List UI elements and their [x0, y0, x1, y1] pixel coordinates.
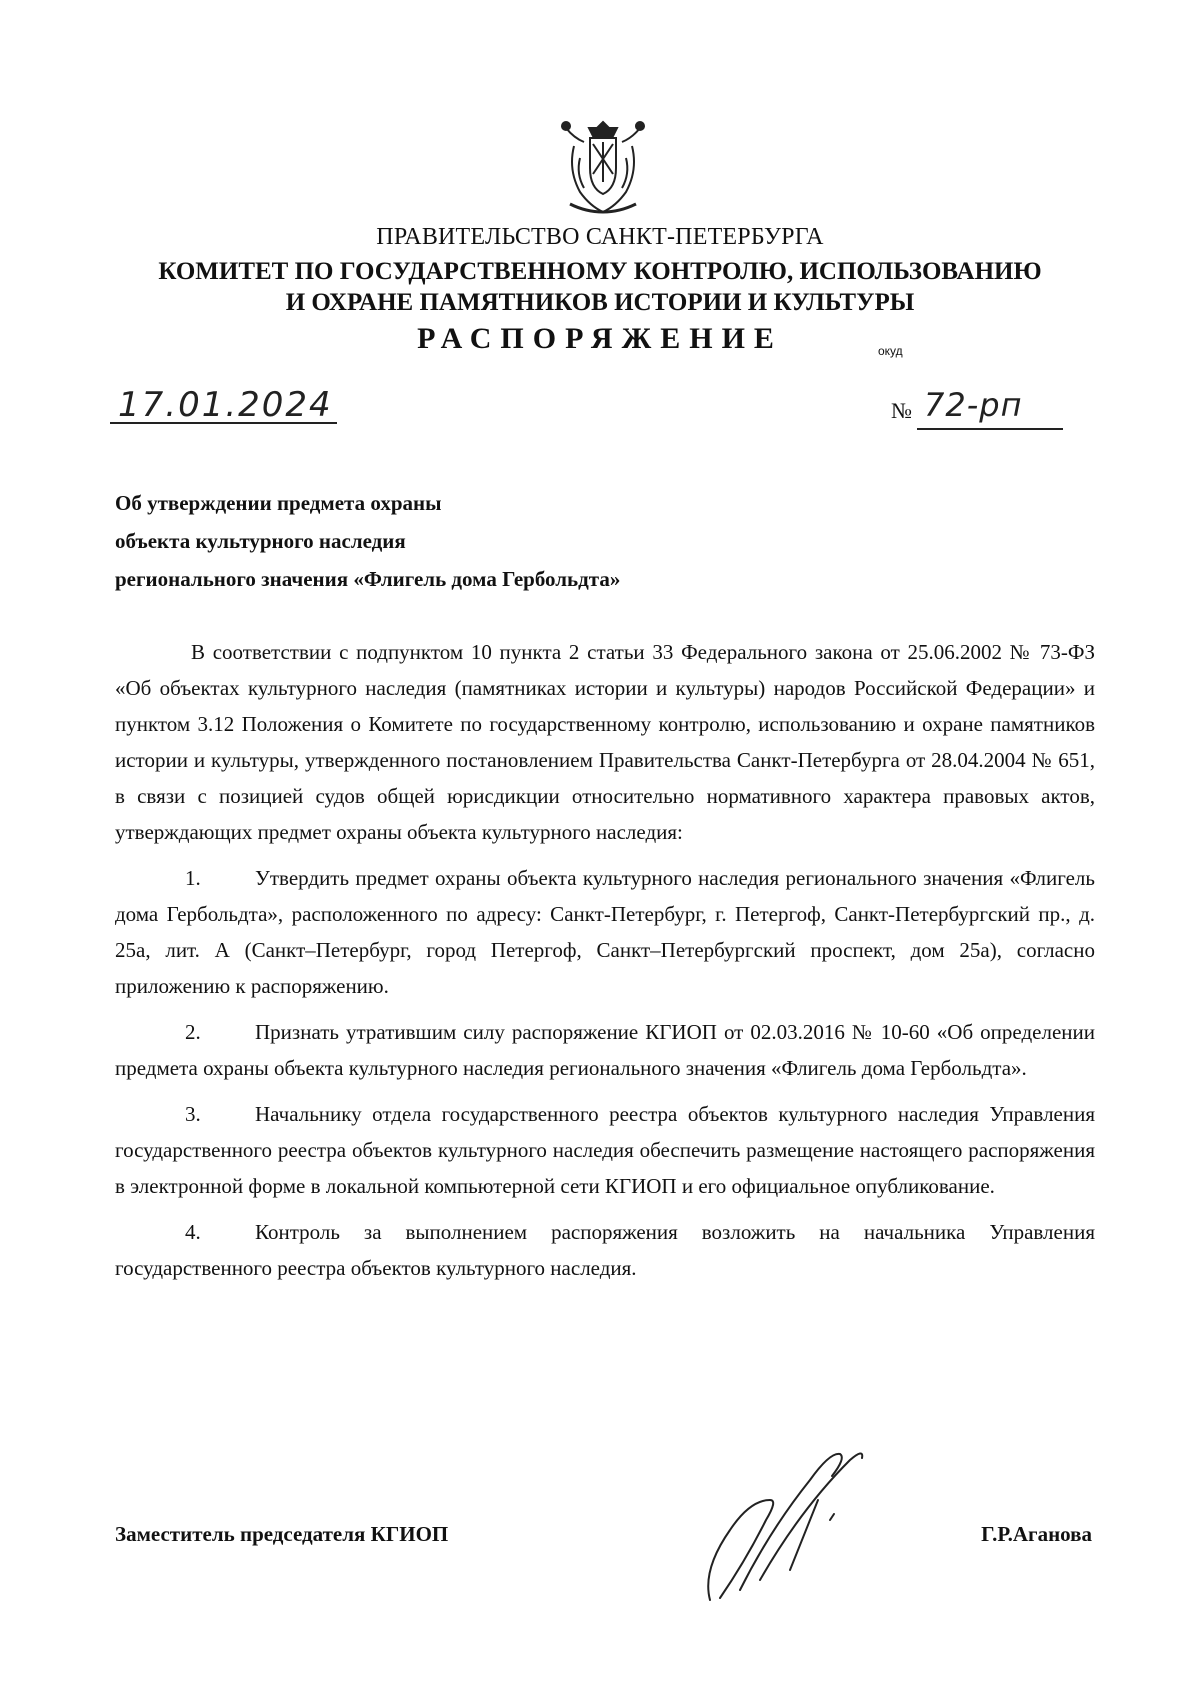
subject-line-1: Об утверждении предмета охраны	[115, 491, 442, 515]
okud-label: окуд	[878, 344, 903, 358]
document-body	[115, 634, 1095, 1286]
list-item	[115, 1096, 1095, 1204]
committee-title	[0, 256, 1200, 318]
list-item	[115, 860, 1095, 1004]
committee-line-1: КОМИТЕТ ПО ГОСУДАРСТВЕННОМУ КОНТРОЛЮ, ИСПОЛЬЗОВАНИЮ	[158, 258, 1042, 285]
signer-role: Заместитель председателя КГИОП	[115, 1522, 449, 1546]
item-text: Начальнику отдела государственного реестра объектов культурного наследия Управления государственного реестра объектов культурного наследия обеспечить размещение настоящего распоряжения в электронной форме в локальной компьютерной сети КГИОП и его официальное опубликование.	[115, 1102, 1095, 1198]
item-number: 4.	[185, 1220, 201, 1244]
item-text: Признать утратившим силу распоряжение КГИОП от 02.03.2016 № 10-60 «Об определении предмета охраны объекта культурного наследия регионального значения «Флигель дома Гербольдта».	[115, 1020, 1095, 1080]
item-number: 1.	[185, 866, 201, 890]
document-subject	[115, 484, 620, 598]
subject-line-2: объекта культурного наследия	[115, 529, 406, 553]
document-date: 17.01.2024	[110, 388, 337, 424]
signer-name: Г.Р.Аганова	[981, 1522, 1092, 1546]
list-item	[115, 1014, 1095, 1086]
committee-line-2: И ОХРАНЕ ПАМЯТНИКОВ ИСТОРИИ И КУЛЬТУРЫ	[285, 289, 915, 316]
number-underline	[917, 428, 1063, 430]
item-number: 2.	[185, 1020, 201, 1044]
government-title: ПРАВИТЕЛЬСТВО САНКТ-ПЕТЕРБУРГА	[376, 224, 824, 250]
item-text: Утвердить предмет охраны объекта культурного наследия регионального значения «Флигель дома Гербольдта», расположенного по адресу: Санкт-Петербург, г. Петергоф, Санкт-Петербургский пр., д. 25а, лит. А (Санкт–Петербург, город Петергоф, Санкт–Петербургский проспект, дом 25а), согласно приложению к распоряжению.	[115, 866, 1095, 998]
item-number: 3.	[185, 1102, 201, 1126]
coat-of-arms-icon	[560, 118, 646, 216]
document-number: 72-рп	[924, 386, 1023, 424]
list-item	[115, 1214, 1095, 1286]
document-type: РАСПОРЯЖЕНИЕ	[417, 322, 783, 355]
intro-paragraph: В соответствии с подпунктом 10 пункта 2 статьи 33 Федерального закона от 25.06.2002 № 73-ФЗ «Об объектах культурного наследия (памятниках истории и культуры) народов Российской Федерации» и пунктом 3.12 Положения о Комитете по государственному контролю, использованию и охране памятников истории и культуры, утвержденного постановлением Правительства Санкт-Петербурга от 28.04.2004 № 651, в связи с позицией судов общей юрисдикции относительно нормативного характера правовых актов, утверждающих предмет охраны объекта культурного наследия:	[115, 640, 1095, 844]
subject-line-3: регионального значения «Флигель дома Гербольдта»	[115, 567, 621, 591]
item-text: Контроль за выполнением распоряжения возложить на начальника Управления государственного реестра объектов культурного наследия.	[115, 1220, 1095, 1280]
handwritten-signature	[700, 1440, 900, 1610]
number-label: №	[891, 398, 912, 423]
